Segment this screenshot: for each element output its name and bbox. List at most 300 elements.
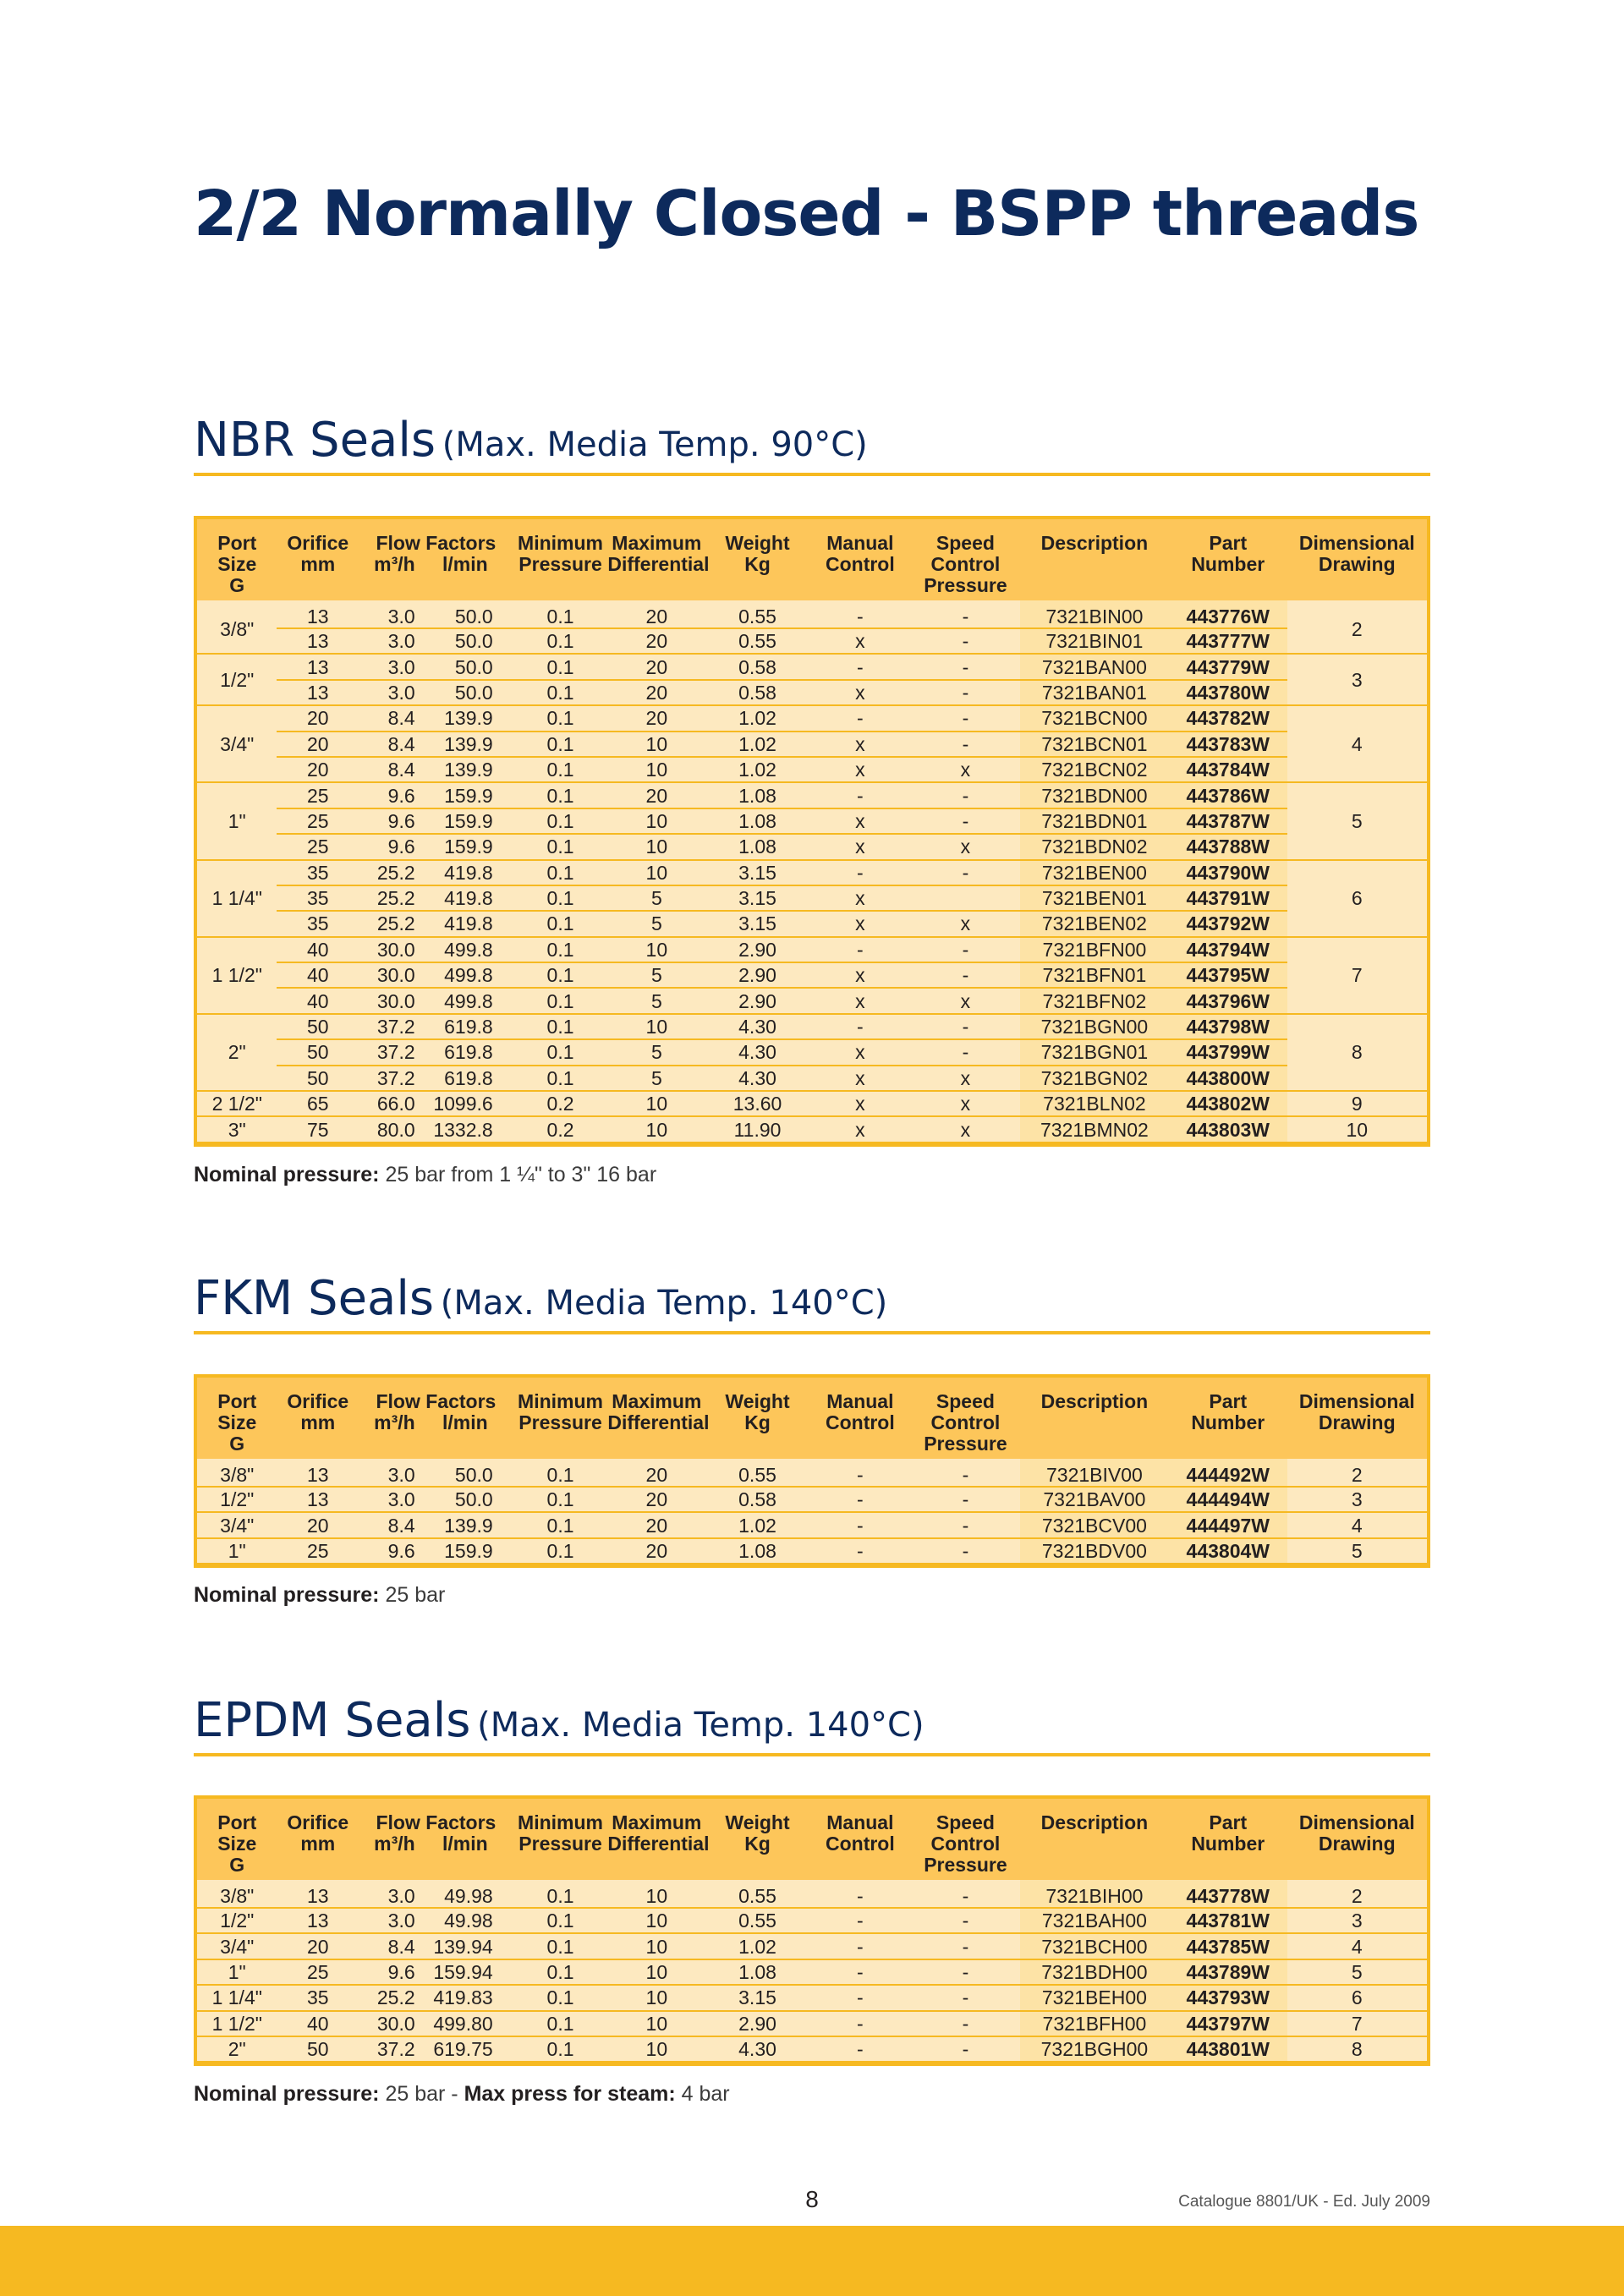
flow-m3h: 30.0 [359, 988, 427, 1013]
header-weight-line: Kg [744, 553, 771, 575]
flow-lmin: 159.9 [427, 808, 513, 834]
flow-lmin: 50.0 [427, 1487, 513, 1512]
header-flow [359, 519, 513, 600]
port-size: 1 1/2" [197, 937, 277, 1014]
part-number: 443776W [1169, 600, 1287, 628]
flow-lmin: 499.80 [427, 2011, 513, 2036]
part-number: 443800W [1169, 1066, 1287, 1091]
header-row [197, 519, 1427, 600]
part-number: 443790W [1169, 860, 1287, 885]
min-pressure: 0.1 [513, 2036, 608, 2062]
part-number: 443804W [1169, 1538, 1287, 1564]
description: 7321BAN00 [1020, 654, 1169, 679]
manual-control: - [809, 1538, 911, 1564]
orifice: 20 [277, 1512, 359, 1537]
max-diff: 10 [607, 1116, 705, 1142]
manual-control: - [809, 705, 911, 731]
header-dim-line: Drawing [1318, 1833, 1396, 1855]
max-diff: 20 [607, 600, 705, 628]
orifice: 25 [277, 808, 359, 834]
port-size: 1/2" [197, 1908, 277, 1933]
max-diff: 10 [607, 1959, 705, 1985]
epdm-table [197, 1799, 1427, 2063]
weight: 4.30 [705, 2036, 809, 2062]
header-max-diff-line: Differential [607, 1833, 710, 1855]
flow-m3h: 3.0 [359, 1908, 427, 1933]
speed-control: - [911, 782, 1020, 808]
part-number: 443786W [1169, 782, 1287, 808]
header-speed-line: Speed [935, 1390, 995, 1412]
header-description-line: Description [1040, 1390, 1149, 1412]
part-number: 444497W [1169, 1512, 1287, 1537]
weight: 4.30 [705, 1066, 809, 1091]
flow-lmin: 419.8 [427, 911, 513, 936]
port-size: 3/8" [197, 600, 277, 654]
flow-lmin: 419.83 [427, 1985, 513, 2010]
min-pressure: 0.1 [513, 782, 608, 808]
port-size: 3/8" [197, 1880, 277, 1908]
weight: 0.58 [705, 1487, 809, 1512]
header-speed [911, 1799, 1020, 1880]
manual-control: x [809, 1039, 911, 1065]
flow-m3h: 3.0 [359, 1459, 427, 1487]
header-port-line: Port [217, 1390, 257, 1412]
header-flow-line-0: Flow Factors [376, 532, 497, 554]
epdm-heading-sub: (Max. Media Temp. 140°C) [477, 1706, 924, 1745]
weight: 0.58 [705, 680, 809, 705]
header-speed-line: Speed [935, 532, 995, 554]
max-diff: 20 [607, 680, 705, 705]
header-port-line: G [229, 1854, 245, 1876]
speed-control: - [911, 654, 1020, 679]
port-size: 3/4" [197, 1933, 277, 1959]
part-number: 443795W [1169, 962, 1287, 988]
manual-control: - [809, 1487, 911, 1512]
table-row [197, 680, 1427, 705]
flow-lmin: 139.9 [427, 1512, 513, 1537]
header-manual-line: Manual [826, 1390, 894, 1412]
port-size: 1/2" [197, 1487, 277, 1512]
port-size: 1" [197, 782, 277, 859]
manual-control: x [809, 1066, 911, 1091]
flow-m3h: 9.6 [359, 834, 427, 859]
speed-control: x [911, 911, 1020, 936]
part-number: 443794W [1169, 937, 1287, 962]
header-dim-line: Dimensional [1298, 1390, 1415, 1412]
max-diff: 10 [607, 1880, 705, 1908]
max-diff: 10 [607, 808, 705, 834]
part-number: 443802W [1169, 1091, 1287, 1116]
flow-lmin: 50.0 [427, 654, 513, 679]
description: 7321BEN01 [1020, 885, 1169, 911]
port-size: 1 1/4" [197, 860, 277, 937]
table-row [197, 808, 1427, 834]
flow-lmin: 139.9 [427, 757, 513, 782]
orifice: 13 [277, 628, 359, 654]
table-row [197, 1512, 1427, 1537]
manual-control: - [809, 937, 911, 962]
dimensional-drawing: 7 [1287, 2011, 1427, 2036]
max-diff: 10 [607, 1091, 705, 1116]
dimensional-drawing: 4 [1287, 1512, 1427, 1537]
manual-control: - [809, 1985, 911, 2010]
header-row [197, 1799, 1427, 1880]
table-row [197, 834, 1427, 859]
description: 7321BGN02 [1020, 1066, 1169, 1091]
max-diff: 5 [607, 885, 705, 911]
flow-m3h: 3.0 [359, 1880, 427, 1908]
flow-lmin: 499.8 [427, 962, 513, 988]
header-flow-lmin: l/min [442, 553, 488, 575]
description: 7321BDN01 [1020, 808, 1169, 834]
epdm-note [194, 2082, 730, 2107]
fkm-table-body [197, 1459, 1427, 1564]
dimensional-drawing: 9 [1287, 1091, 1427, 1116]
orifice: 25 [277, 834, 359, 859]
header-manual-line: Control [825, 1411, 895, 1433]
description: 7321BEH00 [1020, 1985, 1169, 2010]
speed-control: - [911, 808, 1020, 834]
table-row [197, 1039, 1427, 1065]
description: 7321BCV00 [1020, 1512, 1169, 1537]
part-number: 443784W [1169, 757, 1287, 782]
flow-m3h: 25.2 [359, 1985, 427, 2010]
description: 7321BFN01 [1020, 962, 1169, 988]
weight: 1.02 [705, 757, 809, 782]
flow-lmin: 159.9 [427, 782, 513, 808]
max-diff: 5 [607, 1066, 705, 1091]
weight: 0.55 [705, 1908, 809, 1933]
flow-m3h: 9.6 [359, 1959, 427, 1985]
epdm-table-header [197, 1799, 1427, 1880]
manual-control: - [809, 1512, 911, 1537]
footer-band [0, 2226, 1624, 2296]
flow-m3h: 30.0 [359, 962, 427, 988]
max-diff: 10 [607, 2011, 705, 2036]
description: 7321BFN00 [1020, 937, 1169, 962]
table-row [197, 1487, 1427, 1512]
flow-m3h: 80.0 [359, 1116, 427, 1142]
max-diff: 20 [607, 1538, 705, 1564]
nbr-table-header [197, 519, 1427, 600]
flow-m3h: 3.0 [359, 654, 427, 679]
flow-m3h: 3.0 [359, 628, 427, 654]
flow-m3h: 25.2 [359, 860, 427, 885]
max-diff: 5 [607, 911, 705, 936]
epdm-heading [194, 1693, 1430, 1756]
flow-lmin: 159.9 [427, 834, 513, 859]
flow-m3h: 8.4 [359, 757, 427, 782]
header-part-line: Part [1209, 1811, 1248, 1833]
port-size: 2 1/2" [197, 1091, 277, 1116]
port-size: 2" [197, 1014, 277, 1091]
min-pressure: 0.1 [513, 1512, 608, 1537]
header-weight [705, 519, 809, 600]
epdm-note-label: Nominal pressure: [194, 2082, 380, 2106]
description: 7321BDN02 [1020, 834, 1169, 859]
table-row [197, 782, 1427, 808]
header-min-pressure-line: Minimum [518, 1811, 603, 1833]
header-speed-line: Pressure [924, 1433, 1007, 1455]
part-number: 443780W [1169, 680, 1287, 705]
table-row [197, 1538, 1427, 1564]
speed-control: - [911, 962, 1020, 988]
header-port [197, 519, 277, 600]
nbr-heading-main: NBR Seals [194, 413, 436, 468]
orifice: 40 [277, 962, 359, 988]
max-diff: 10 [607, 1933, 705, 1959]
orifice: 13 [277, 600, 359, 628]
part-number: 443778W [1169, 1880, 1287, 1908]
orifice: 13 [277, 680, 359, 705]
speed-control: - [911, 628, 1020, 654]
table-row [197, 1459, 1427, 1487]
part-number: 443785W [1169, 1933, 1287, 1959]
flow-lmin: 619.75 [427, 2036, 513, 2062]
header-part-line: Part [1209, 532, 1248, 554]
manual-control: - [809, 654, 911, 679]
manual-control: x [809, 680, 911, 705]
description: 7321BEN00 [1020, 860, 1169, 885]
flow-m3h: 9.6 [359, 1538, 427, 1564]
header-part [1169, 1799, 1287, 1880]
part-number: 443779W [1169, 654, 1287, 679]
manual-control: - [809, 2036, 911, 2062]
speed-control: - [911, 1014, 1020, 1039]
dimensional-drawing: 6 [1287, 860, 1427, 937]
description: 7321BDN00 [1020, 782, 1169, 808]
speed-control: - [911, 1985, 1020, 2010]
table-row [197, 860, 1427, 885]
flow-m3h: 25.2 [359, 885, 427, 911]
max-diff: 10 [607, 1908, 705, 1933]
port-size: 1/2" [197, 654, 277, 705]
description: 7321BCN02 [1020, 757, 1169, 782]
manual-control: - [809, 1014, 911, 1039]
weight: 13.60 [705, 1091, 809, 1116]
min-pressure: 0.1 [513, 600, 608, 628]
epdm-note-label2: Max press for steam: [464, 2082, 676, 2106]
header-max-diff-line: Differential [607, 553, 710, 575]
description: 7321BLN02 [1020, 1091, 1169, 1116]
min-pressure: 0.1 [513, 937, 608, 962]
orifice: 50 [277, 1066, 359, 1091]
speed-control: x [911, 834, 1020, 859]
max-diff: 20 [607, 1487, 705, 1512]
header-description [1020, 1799, 1169, 1880]
max-diff: 20 [607, 1459, 705, 1487]
fkm-note-label: Nominal pressure: [194, 1583, 380, 1607]
header-dim-line: Dimensional [1298, 532, 1415, 554]
header-orifice-line: Orifice [287, 1390, 349, 1412]
flow-m3h: 9.6 [359, 782, 427, 808]
header-speed-line: Speed [935, 1811, 995, 1833]
nbr-note-label: Nominal pressure: [194, 1163, 380, 1186]
header-flow-m3h: m³/h [374, 1833, 415, 1855]
header-min-pressure [513, 1378, 608, 1459]
fkm-note-text: 25 bar [379, 1583, 446, 1607]
header-manual [809, 1799, 911, 1880]
min-pressure: 0.1 [513, 1985, 608, 2010]
part-number: 443777W [1169, 628, 1287, 654]
description: 7321BEN02 [1020, 911, 1169, 936]
max-diff: 10 [607, 732, 705, 757]
header-dim [1287, 519, 1427, 600]
flow-m3h: 30.0 [359, 937, 427, 962]
dimensional-drawing: 8 [1287, 2036, 1427, 2062]
weight: 1.08 [705, 834, 809, 859]
flow-m3h: 37.2 [359, 1066, 427, 1091]
manual-control: x [809, 988, 911, 1013]
table-row [197, 962, 1427, 988]
min-pressure: 0.1 [513, 680, 608, 705]
dimensional-drawing: 4 [1287, 1933, 1427, 1959]
flow-lmin: 50.0 [427, 680, 513, 705]
header-max-diff [607, 519, 710, 600]
description: 7321BCN00 [1020, 705, 1169, 731]
header-part [1169, 519, 1287, 600]
manual-control: - [809, 1933, 911, 1959]
header-part [1169, 1378, 1287, 1459]
max-diff: 20 [607, 782, 705, 808]
weight: 1.02 [705, 1933, 809, 1959]
manual-control: x [809, 808, 911, 834]
manual-control: x [809, 732, 911, 757]
flow-lmin: 50.0 [427, 628, 513, 654]
speed-control: x [911, 1091, 1020, 1116]
weight: 1.02 [705, 732, 809, 757]
min-pressure: 0.1 [513, 705, 608, 731]
header-speed-line: Control [930, 553, 1001, 575]
description: 7321BGN01 [1020, 1039, 1169, 1065]
header-speed [911, 519, 1020, 600]
header-port-line: Port [217, 532, 257, 554]
header-manual [809, 519, 911, 600]
orifice: 50 [277, 2036, 359, 2062]
orifice: 40 [277, 988, 359, 1013]
header-description [1020, 1378, 1169, 1459]
fkm-table [197, 1378, 1427, 1564]
orifice: 35 [277, 860, 359, 885]
fkm-table-box [194, 1374, 1430, 1568]
header-flow [359, 1378, 513, 1459]
weight: 1.08 [705, 1959, 809, 1985]
header-min-pressure-line: Pressure [518, 1833, 602, 1855]
speed-control: - [911, 600, 1020, 628]
flow-lmin: 139.9 [427, 732, 513, 757]
min-pressure: 0.1 [513, 1014, 608, 1039]
speed-control: - [911, 1880, 1020, 1908]
min-pressure: 0.1 [513, 911, 608, 936]
speed-control: - [911, 1538, 1020, 1564]
description: 7321BCH00 [1020, 1933, 1169, 1959]
nbr-table-body [197, 600, 1427, 1143]
header-port-line: Size [217, 1833, 257, 1855]
orifice: 40 [277, 2011, 359, 2036]
header-weight-line: Weight [725, 1390, 790, 1412]
header-flow-m3h: m³/h [374, 1411, 415, 1433]
nbr-note [194, 1163, 656, 1187]
flow-m3h: 37.2 [359, 1014, 427, 1039]
header-part-line: Part [1209, 1390, 1248, 1412]
header-flow-lmin: l/min [442, 1411, 488, 1433]
speed-control: - [911, 1487, 1020, 1512]
speed-control: - [911, 2011, 1020, 2036]
part-number: 443801W [1169, 2036, 1287, 2062]
port-size: 1 1/2" [197, 2011, 277, 2036]
weight: 11.90 [705, 1116, 809, 1142]
manual-control: x [809, 834, 911, 859]
speed-control: - [911, 1459, 1020, 1487]
header-part-line: Number [1191, 1833, 1265, 1855]
min-pressure: 0.1 [513, 885, 608, 911]
page-number: 8 [805, 2186, 819, 2212]
header-orifice [277, 519, 359, 600]
weight: 1.02 [705, 705, 809, 731]
table-row [197, 1880, 1427, 1908]
header-min-pressure [513, 519, 608, 600]
header-flow-units [359, 1833, 513, 1855]
flow-m3h: 9.6 [359, 808, 427, 834]
orifice: 20 [277, 1933, 359, 1959]
description: 7321BAV00 [1020, 1487, 1169, 1512]
dimensional-drawing: 3 [1287, 654, 1427, 705]
manual-control: - [809, 1959, 911, 1985]
nbr-heading [194, 413, 1430, 476]
orifice: 25 [277, 1959, 359, 1985]
flow-lmin: 619.8 [427, 1014, 513, 1039]
header-port-line: Size [217, 553, 257, 575]
description: 7321BAN01 [1020, 680, 1169, 705]
header-dim-line: Drawing [1318, 553, 1396, 575]
speed-control: - [911, 705, 1020, 731]
weight: 0.55 [705, 600, 809, 628]
dimensional-drawing: 7 [1287, 937, 1427, 1014]
weight: 0.55 [705, 628, 809, 654]
manual-control: x [809, 885, 911, 911]
header-max-diff [607, 1799, 710, 1880]
header-dim [1287, 1378, 1427, 1459]
flow-lmin: 159.94 [427, 1959, 513, 1985]
header-weight [705, 1378, 809, 1459]
header-max-diff-line: Maximum [612, 1811, 702, 1833]
flow-lmin: 419.8 [427, 885, 513, 911]
manual-control: x [809, 1091, 911, 1116]
max-diff: 10 [607, 1014, 705, 1039]
header-weight-line: Weight [725, 532, 790, 554]
table-row [197, 628, 1427, 654]
header-weight [705, 1799, 809, 1880]
flow-lmin: 139.94 [427, 1933, 513, 1959]
dimensional-drawing: 5 [1287, 1959, 1427, 1985]
header-dim-line: Drawing [1318, 1411, 1396, 1433]
max-diff: 5 [607, 962, 705, 988]
orifice: 65 [277, 1091, 359, 1116]
description: 7321BGH00 [1020, 2036, 1169, 2062]
flow-lmin: 50.0 [427, 1459, 513, 1487]
fkm-note [194, 1583, 445, 1608]
dimensional-drawing: 3 [1287, 1487, 1427, 1512]
min-pressure: 0.1 [513, 2011, 608, 2036]
header-description [1020, 519, 1169, 600]
header-manual-line: Control [825, 553, 895, 575]
flow-lmin: 619.8 [427, 1066, 513, 1091]
speed-control: x [911, 1066, 1020, 1091]
speed-control: x [911, 1116, 1020, 1142]
speed-control: - [911, 860, 1020, 885]
weight: 1.08 [705, 1538, 809, 1564]
min-pressure: 0.1 [513, 1959, 608, 1985]
